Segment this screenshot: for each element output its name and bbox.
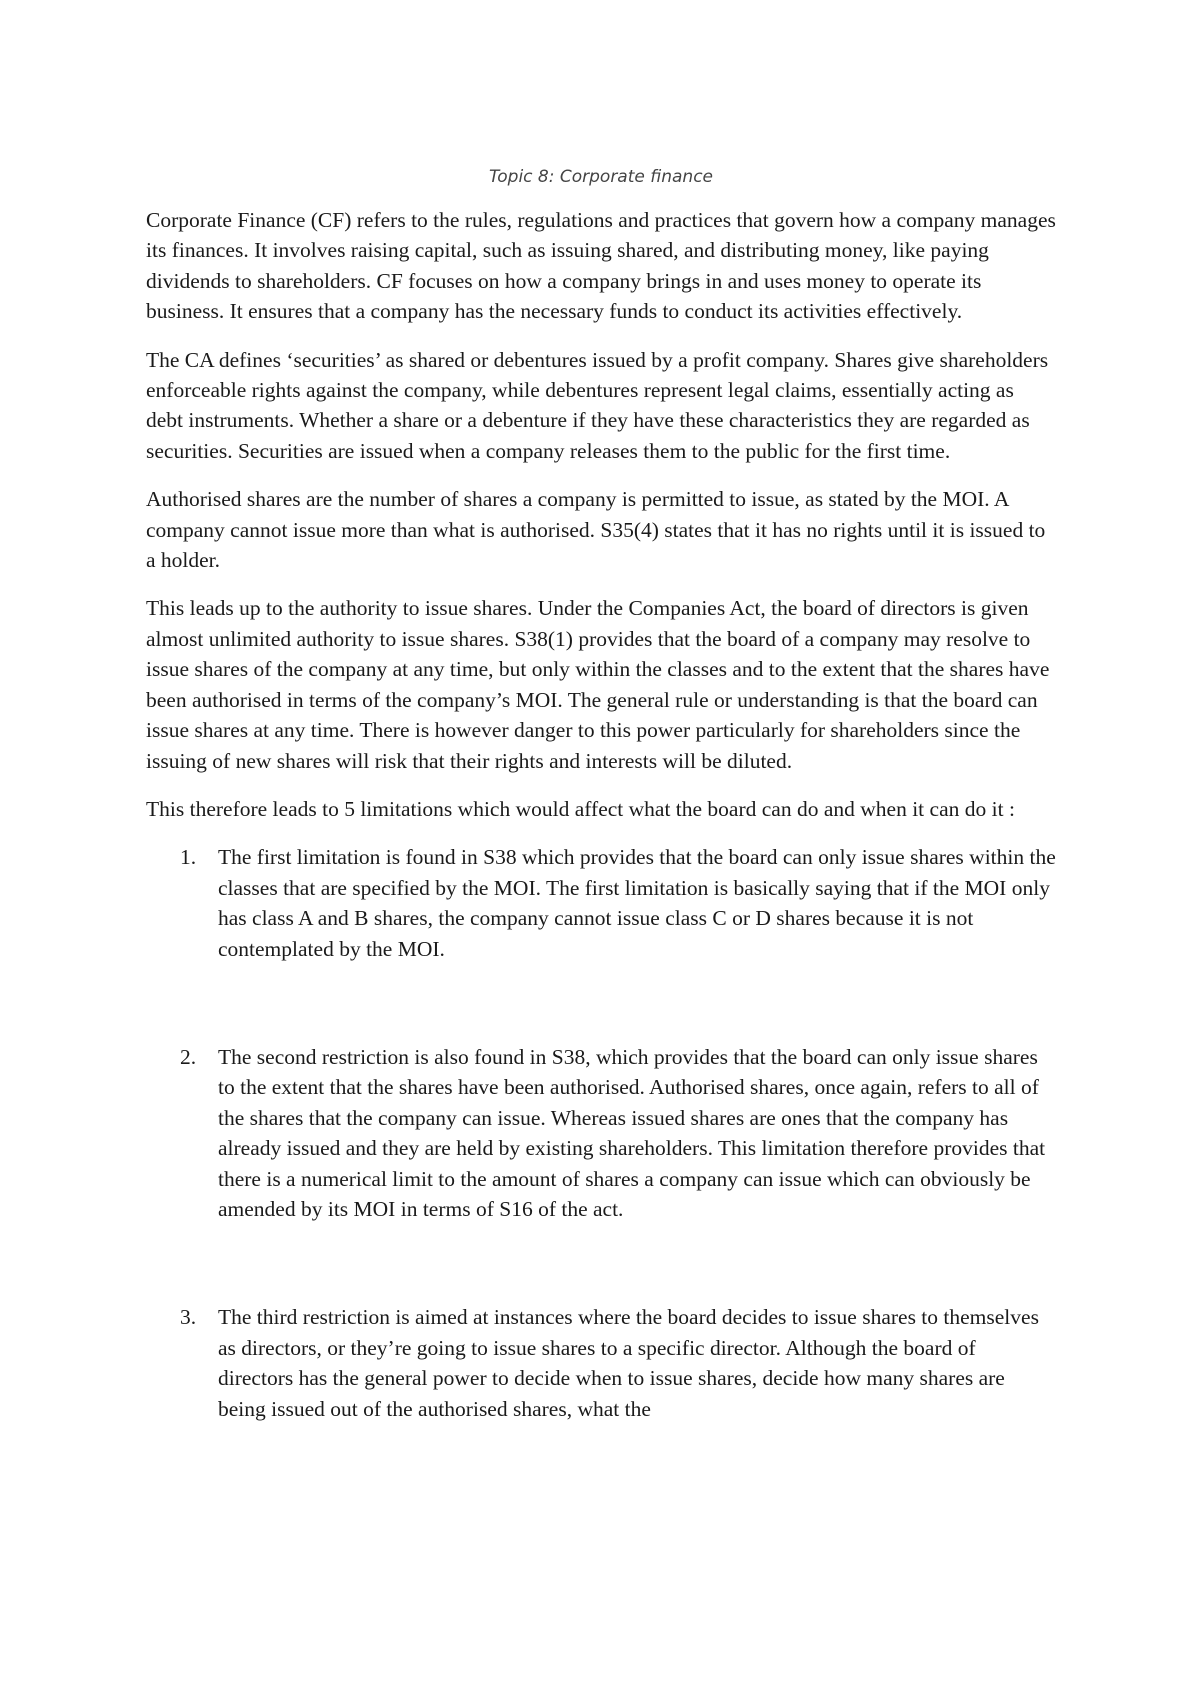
list-item [146,1042,1056,1224]
paragraph-corporate-finance: Corporate Finance (CF) refers to the rules, regulations and practices that govern how a company manages its finances. It involves raising capital, such as issuing shared, and distributing money, like paying dividends to shareholders. CF focuses on how a company brings in and uses money to operate its business. It ensures that a company has the necessary funds to conduct its activities effectively. [146,208,1056,324]
limitations-list [146,842,1056,1424]
paragraph-authority-to-issue: This leads up to the authority to issue shares. Under the Companies Act, the board of directors is given almost unlimited authority to issue shares. S38(1) provides that the board of a company may resolve to issue shares of the company at any time, but only within the classes and to the extent that the shares have been authorised in terms of the company’s MOI. The general rule or understanding is that the board can issue shares at any time. There is however danger to this power particularly for shareholders since the issuing of new shares will risk that their rights and interests will be diluted. [146,596,1050,773]
list-item [146,1302,1056,1424]
list-item-text: The third restriction is aimed at instances where the board decides to issue shares to themselves as directors, or they’re going to issue shares to a specific director. Although the board of directors has the general power to decide when to issue shares, decide how many shares are being issued out of the authorised shares, what the [218,1305,1039,1421]
document-body [146,165,1056,1424]
list-item [146,842,1056,964]
paragraph-limitations-intro: This therefore leads to 5 limitations which would affect what the board can do and when it can do it : [146,796,1015,821]
paragraph-authorised-shares: Authorised shares are the number of shares a company is permitted to issue, as stated by the MOI. A company cannot issue more than what is authorised. S35(4) states that it has no rights until it is issued to a holder. [146,487,1046,573]
list-item-text: The first limitation is found in S38 which provides that the board can only issue shares within the classes that are specified by the MOI. The first limitation is basically saying that if the MOI only has class A and B shares, the company cannot issue class C or D shares because it is not contemplated by the MOI. [218,845,1056,961]
list-item-number: 1. [180,845,197,870]
list-item-number: 2. [180,1044,197,1069]
list-item-text: The second restriction is also found in S38, which provides that the board can only issue shares to the extent that the shares have been authorised. Authorised shares, once again, refers to all of the shares that the company can issue. Whereas issued shares are ones that the company has already issued and they are held by existing shareholders. This limitation therefore provides that there is a numerical limit to the amount of shares a company can issue which can obviously be amended by its MOI in terms of S16 of the act. [218,1044,1046,1221]
paragraph-securities: The CA defines ‘securities’ as shared or debentures issued by a profit company. Shares give shareholders enforceable rights against the company, while debentures represent legal claims, essentially acting as debt instruments. Whether a share or a debenture if they have these characteristics they are regarded as securities. Securities are issued when a company releases them to the public for the first time. [146,347,1049,463]
document-title: Topic 8: Corporate finance [488,167,714,187]
list-item-number: 3. [180,1305,197,1330]
